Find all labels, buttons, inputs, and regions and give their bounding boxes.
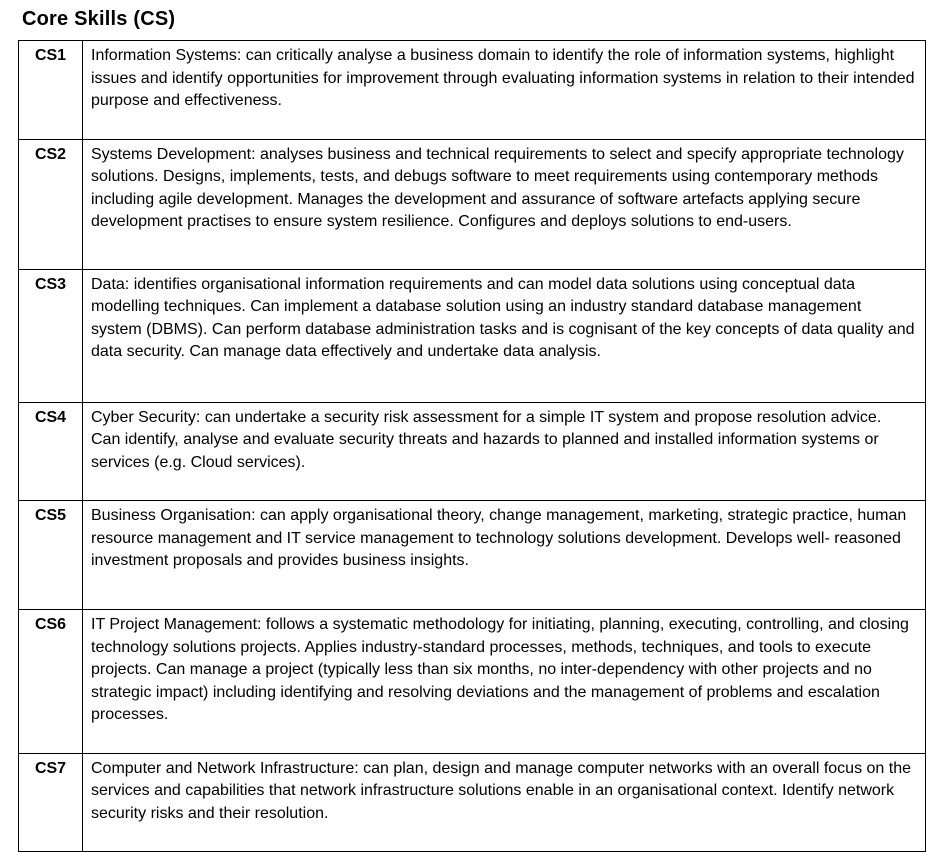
skill-code: CS3	[19, 269, 83, 402]
table-row	[19, 402, 926, 501]
skill-description: Information Systems: can critically analyse a business domain to identify the role of information systems, highlight issues and identify opportunities for improvement through evaluating information systems in relation to their intended purpose and effectiveness.	[83, 41, 926, 140]
skill-description: Business Organisation: can apply organisational theory, change management, marketing, strategic practice, human resource management and IT service management to technology solutions development. Develops well- reasoned investment proposals and provides business insights.	[83, 501, 926, 610]
table-row	[19, 610, 926, 754]
core-skills-table	[18, 40, 926, 852]
skill-code: CS4	[19, 402, 83, 501]
skill-description: Cyber Security: can undertake a security risk assessment for a simple IT system and propose resolution advice. Can identify, analyse and evaluate security threats and hazards to planned and installed information systems or services (e.g. Cloud services).	[83, 402, 926, 501]
table-row	[19, 269, 926, 402]
skill-code: CS5	[19, 501, 83, 610]
skill-description: Computer and Network Infrastructure: can plan, design and manage computer networks with an overall focus on the services and capabilities that network infrastructure solutions enable in an organisational context. Identify network security risks and their resolution.	[83, 753, 926, 852]
skill-code: CS6	[19, 610, 83, 754]
skill-description: Data: identifies organisational information requirements and can model data solutions using conceptual data modelling techniques. Can implement a database solution using an industry standard database management system (DBMS). Can perform database administration tasks and is cognisant of the key concepts of data quality and data security. Can manage data effectively and undertake data analysis.	[83, 269, 926, 402]
skill-code: CS7	[19, 753, 83, 852]
table-row	[19, 139, 926, 269]
table-row	[19, 753, 926, 852]
skill-code: CS1	[19, 41, 83, 140]
skill-description: Systems Development: analyses business and technical requirements to select and specify appropriate technology solutions. Designs, implements, tests, and debugs software to meet requirements using contemporary methods including agile development. Manages the development and assurance of software artefacts applying secure development practises to ensure system resilience. Configures and deploys solutions to end-users.	[83, 139, 926, 269]
skill-code: CS2	[19, 139, 83, 269]
table-row	[19, 501, 926, 610]
page-title: Core Skills (CS)	[22, 8, 176, 30]
skill-description: IT Project Management: follows a systematic methodology for initiating, planning, executing, controlling, and closing technology solutions projects. Applies industry-standard processes, methods, techniques, and tools to execute projects. Can manage a project (typically less than six months, no inter-dependency with other projects and no strategic impact) including identifying and resolving deviations and the management of problems and escalation processes.	[83, 610, 926, 754]
table-row	[19, 41, 926, 140]
